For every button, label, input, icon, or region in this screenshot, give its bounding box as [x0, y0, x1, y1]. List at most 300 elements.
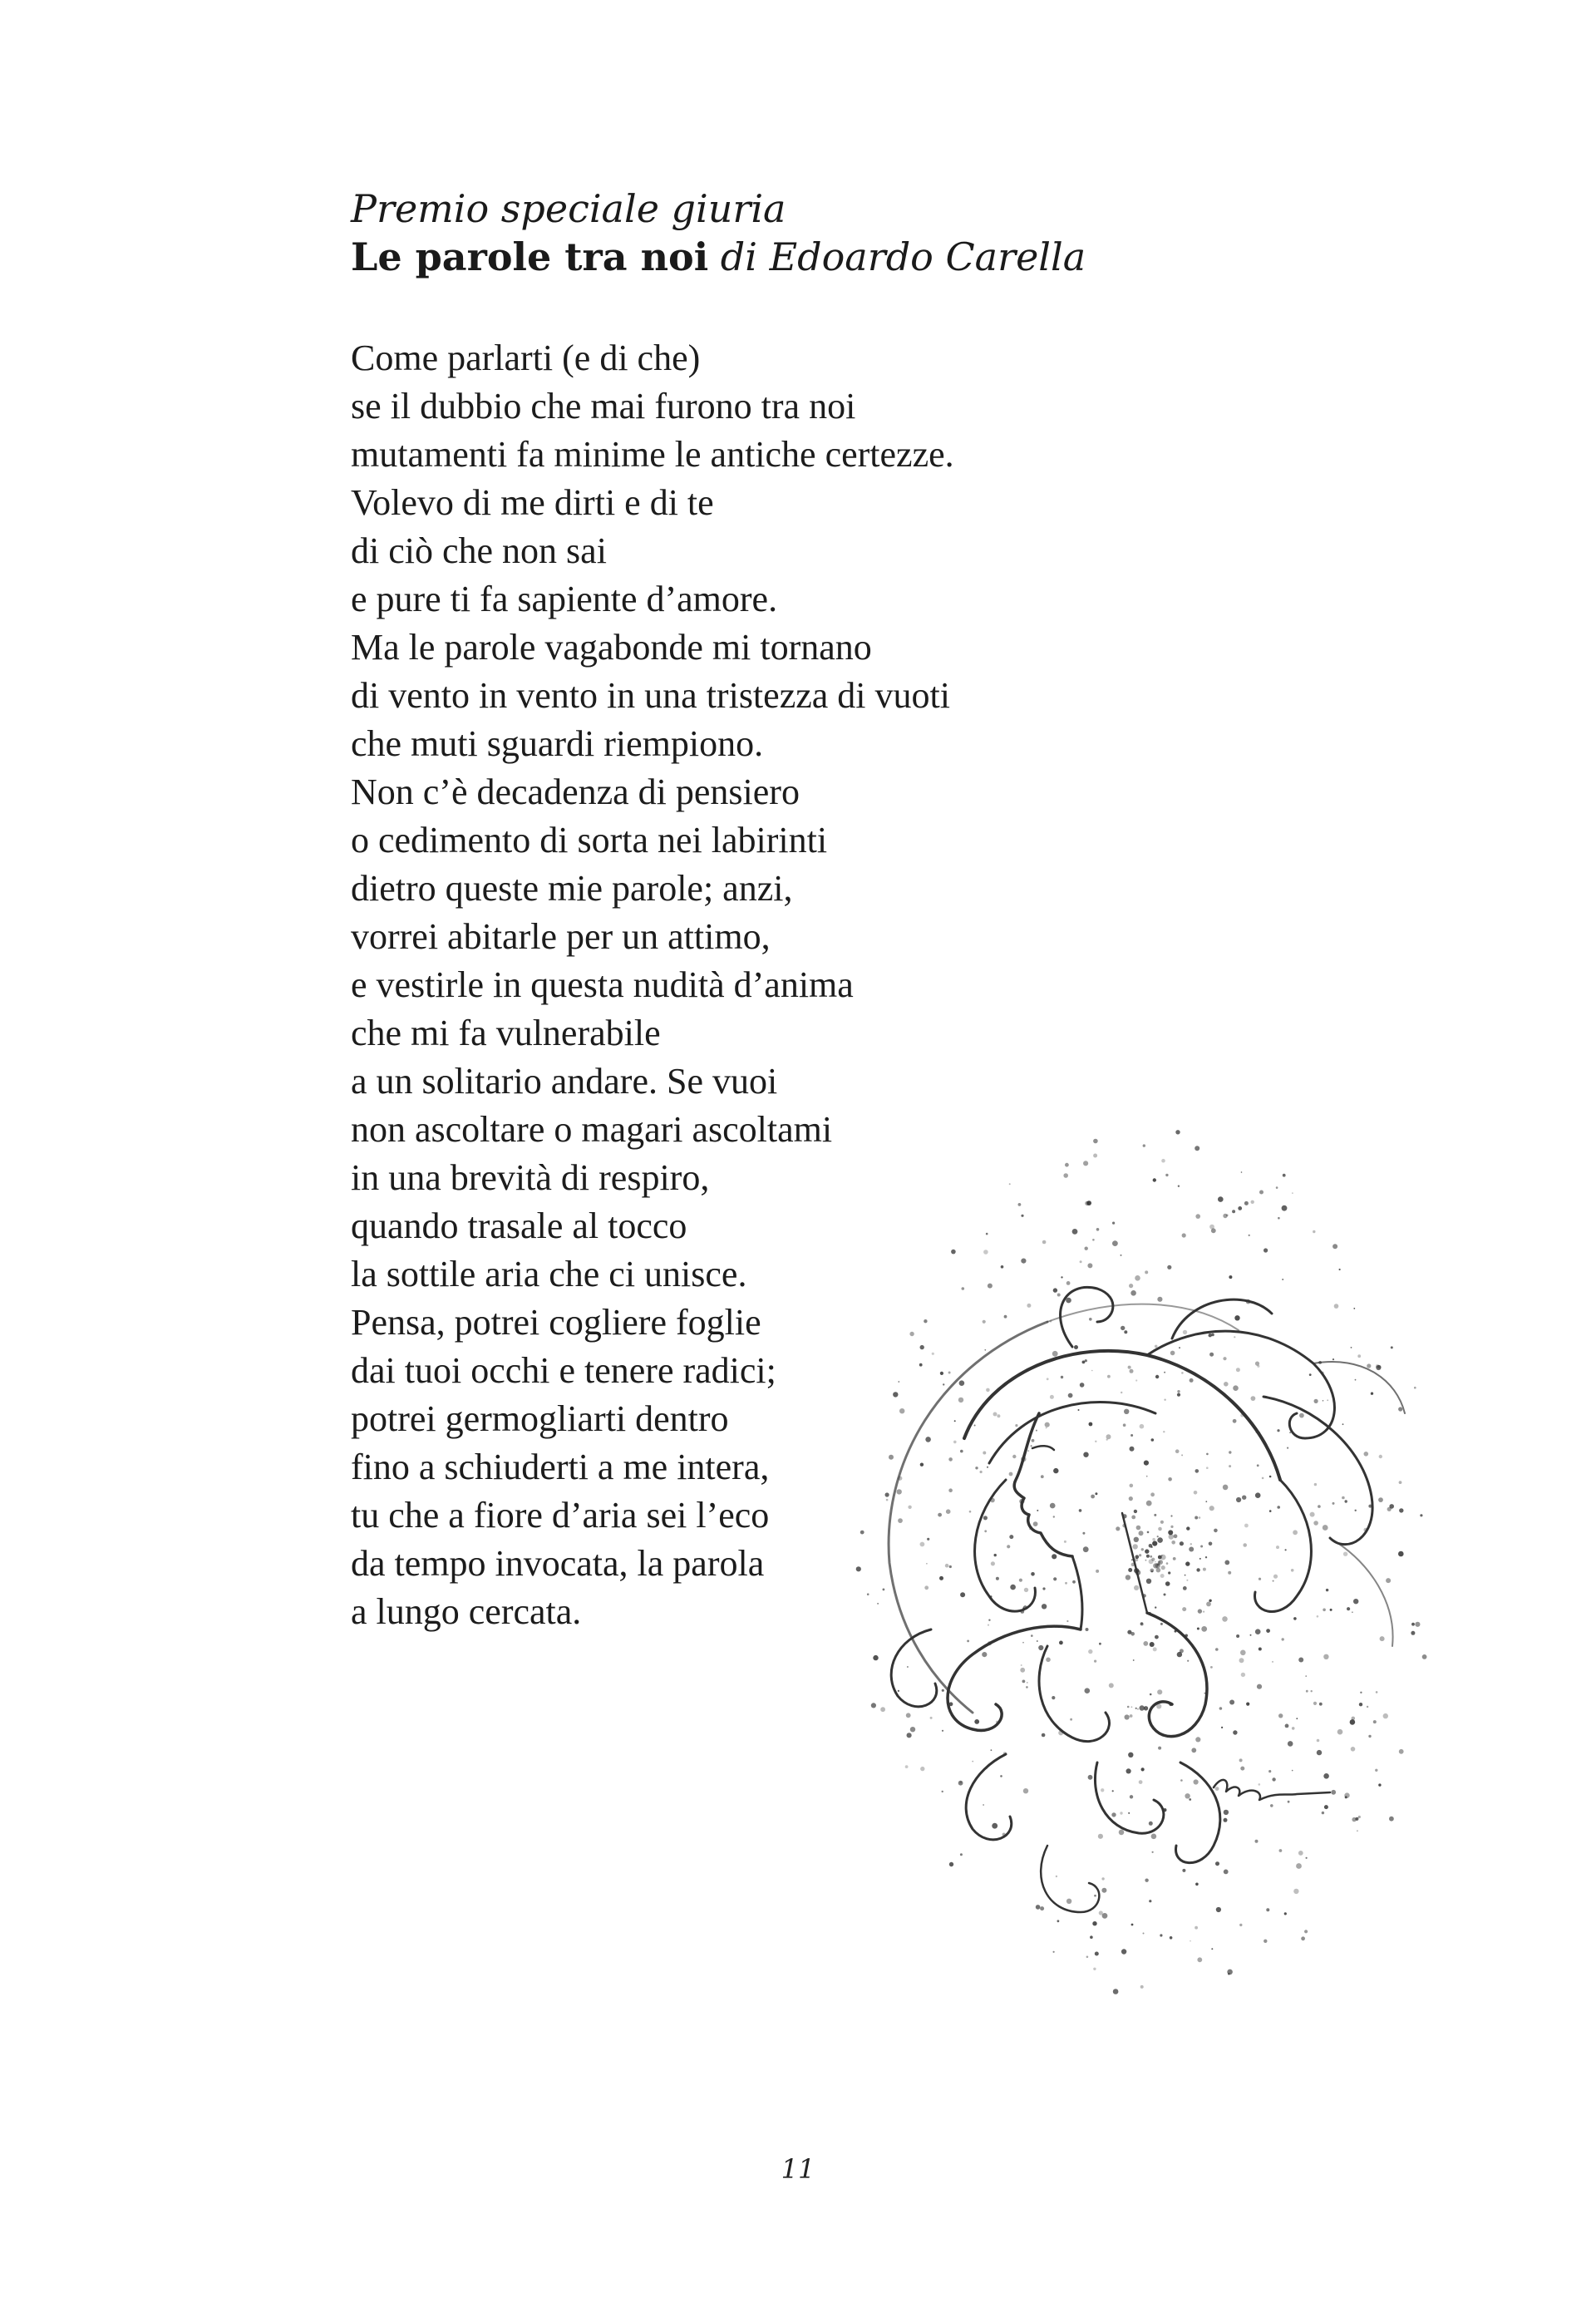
ink-dot — [948, 1372, 951, 1374]
ink-dot — [1046, 1427, 1047, 1429]
ink-dot — [1203, 1568, 1206, 1571]
ink-dot — [1257, 1464, 1259, 1467]
ink-dot — [1157, 1297, 1162, 1302]
ink-dot — [1339, 1269, 1341, 1270]
ink-dot — [1342, 1423, 1344, 1425]
ink-dot — [1163, 1431, 1165, 1432]
ink-dot — [1019, 1579, 1022, 1582]
ink-dot — [1052, 1696, 1055, 1699]
ink-dot — [1359, 1703, 1362, 1706]
ink-dot — [1096, 1228, 1100, 1231]
page-number: 11 — [781, 2153, 815, 2185]
ink-dot — [877, 1603, 879, 1605]
ink-dot — [1066, 1899, 1071, 1904]
ink-dot — [1022, 1642, 1024, 1644]
ink-illustration — [798, 1048, 1430, 2095]
ink-dot — [1170, 1526, 1173, 1528]
ink-dot — [1053, 1577, 1057, 1580]
ink-dot — [1351, 1747, 1356, 1752]
ink-dot — [1083, 1452, 1088, 1457]
ink-dot — [1080, 1383, 1085, 1388]
ink-dot — [1195, 1146, 1199, 1151]
ink-dot — [889, 1455, 894, 1460]
ink-dot — [1027, 1682, 1028, 1684]
ink-dot — [1042, 1733, 1046, 1738]
ink-dot — [1200, 1546, 1203, 1548]
ink-dot — [1134, 1537, 1139, 1542]
ink-dot — [1053, 1951, 1055, 1953]
ink-dot — [1139, 1531, 1144, 1536]
ink-dot — [1215, 1648, 1219, 1651]
ink-dot — [983, 1516, 988, 1520]
ink-dot — [909, 1332, 914, 1336]
ink-dot — [1180, 1779, 1183, 1782]
ink-dot — [1350, 1719, 1356, 1725]
ink-dot — [1383, 1713, 1388, 1718]
ink-dot — [1323, 1609, 1326, 1612]
poem-line: di ciò che non sai — [351, 530, 607, 571]
ink-dot — [1195, 1883, 1199, 1886]
ink-dot — [1091, 1370, 1093, 1372]
ink-dot — [940, 1372, 943, 1375]
ink-dot — [1065, 1582, 1067, 1585]
ink-dot — [1066, 1298, 1071, 1304]
ink-dot — [1155, 1561, 1156, 1563]
ink-dot — [1021, 1215, 1023, 1217]
ink-dot — [1206, 1602, 1211, 1607]
ink-dot — [1209, 1542, 1213, 1546]
ink-dot — [1209, 1506, 1214, 1511]
ink-dot — [1334, 1304, 1339, 1309]
poem-line: in una brevità di respiro, — [351, 1157, 710, 1198]
ink-dot — [1205, 1501, 1207, 1502]
poem-line: che muti sguardi riempiono. — [351, 723, 764, 764]
ink-dot — [1420, 1514, 1422, 1516]
ink-dot — [1224, 1870, 1229, 1875]
ink-dot — [1291, 1569, 1294, 1572]
ink-dot — [1250, 1634, 1252, 1636]
ink-dot — [1391, 1346, 1393, 1348]
ink-dot — [1239, 1758, 1243, 1762]
ink-dot — [1094, 1660, 1096, 1663]
ink-dot — [1219, 1707, 1223, 1710]
ink-dot — [1140, 1424, 1145, 1429]
ink-dot — [1018, 1203, 1022, 1206]
poem-line: tu che a fiore d’aria sei l’eco — [351, 1495, 770, 1536]
poem-line: o cedimento di sorta nei labirinti — [351, 820, 828, 860]
ink-dot — [1146, 1555, 1150, 1558]
ink-dot — [1411, 1623, 1415, 1626]
ink-dot — [1236, 1634, 1239, 1638]
ink-dot — [1287, 1447, 1288, 1449]
ink-dot — [1155, 1635, 1159, 1639]
ink-dot — [1151, 1558, 1155, 1561]
ink-dot — [1422, 1654, 1427, 1659]
ink-dot — [1083, 1161, 1088, 1166]
ink-dot — [1150, 1555, 1152, 1558]
ink-dot — [1222, 1616, 1228, 1622]
ink-dot — [1146, 1579, 1151, 1584]
ink-dot — [1170, 1936, 1173, 1940]
ink-dot — [1242, 1496, 1246, 1500]
ink-dot — [1289, 1432, 1291, 1433]
ink-dot — [1233, 1419, 1237, 1423]
ink-dot — [1112, 1240, 1118, 1246]
ink-dot — [1259, 1783, 1261, 1786]
ink-dot — [1298, 1658, 1303, 1663]
woman-portrait-icon — [798, 1048, 1430, 2095]
ink-dot — [1124, 1409, 1129, 1414]
poem-line: di vento in vento in una tristezza di vuoti — [351, 675, 950, 716]
ink-dot — [1351, 1347, 1352, 1348]
ink-dot — [1180, 1649, 1184, 1653]
ink-dot — [1089, 1422, 1093, 1427]
ink-dot — [883, 1589, 885, 1591]
ink-dot — [1042, 1604, 1047, 1609]
ink-dot — [1255, 1362, 1259, 1366]
ink-dot — [1147, 1531, 1150, 1534]
ink-dot — [1364, 1452, 1369, 1457]
ink-dot — [1152, 1851, 1154, 1853]
ink-dot — [907, 1666, 909, 1668]
ink-dot — [1215, 1861, 1219, 1866]
ink-dot — [1128, 1568, 1132, 1572]
ink-dot — [1292, 1770, 1293, 1772]
ink-dot — [1144, 1461, 1149, 1466]
ink-dot — [992, 1823, 998, 1829]
ink-dot — [972, 1761, 973, 1762]
ink-dot — [1088, 1775, 1093, 1780]
ink-dot — [1156, 1568, 1161, 1573]
ink-dot — [1032, 1439, 1035, 1442]
ink-dot — [1357, 1830, 1358, 1831]
poem-line: quando trasale al tocco — [351, 1205, 687, 1246]
ink-dot — [1094, 1895, 1096, 1897]
ink-dot — [1168, 1477, 1172, 1481]
ink-dot — [1347, 1607, 1350, 1610]
ink-dot — [1414, 1387, 1416, 1389]
ink-dot — [1399, 1481, 1402, 1484]
ink-dot — [1309, 1373, 1312, 1376]
ink-dot — [984, 1349, 986, 1351]
ink-dot — [988, 1619, 990, 1621]
poem-line: non ascoltare o magari ascoltami — [351, 1109, 833, 1150]
ink-dot — [945, 1564, 949, 1568]
ink-dot — [1050, 1503, 1056, 1509]
ink-dot — [1133, 1544, 1138, 1549]
ink-dot — [1000, 1775, 1002, 1777]
ink-dot — [1255, 1492, 1261, 1498]
ink-dot — [1206, 1467, 1209, 1469]
ink-dot — [1145, 1549, 1149, 1553]
ink-dot — [898, 1381, 899, 1383]
ink-dot — [1128, 1753, 1133, 1758]
ink-dot — [1158, 1561, 1160, 1564]
ink-dot — [1266, 1629, 1270, 1633]
ink-dot — [1113, 1989, 1119, 1994]
ink-dot — [1229, 1465, 1231, 1467]
ink-dot — [1197, 1628, 1199, 1630]
ink-dot — [1353, 1308, 1355, 1309]
ink-dot — [1306, 1857, 1308, 1859]
ink-dot — [1173, 1557, 1176, 1560]
ink-dot — [1313, 1230, 1315, 1233]
ink-dot — [1009, 1472, 1013, 1477]
ink-dot — [1380, 1636, 1385, 1641]
ink-dot — [1177, 1390, 1180, 1393]
ink-dot — [920, 1463, 924, 1467]
ink-dot — [1378, 1497, 1383, 1502]
ink-dot — [1343, 1552, 1347, 1556]
ink-dot — [1093, 1139, 1098, 1144]
ink-dot — [1135, 1379, 1137, 1381]
ink-dot — [1355, 1510, 1357, 1511]
ink-dot — [1136, 1526, 1141, 1531]
ink-dot — [983, 1250, 988, 1255]
ink-dot — [1199, 1516, 1201, 1519]
poem-line: Volevo di me dirti e di te — [351, 482, 714, 523]
ink-dot — [867, 1593, 869, 1595]
ink-dot — [1128, 1812, 1130, 1814]
ink-dot — [1161, 1555, 1163, 1556]
ink-dot — [1175, 1449, 1180, 1453]
ink-dot — [1037, 1640, 1038, 1642]
ink-dot — [1135, 1275, 1140, 1281]
ink-dot — [948, 1488, 953, 1492]
ink-dot — [1310, 1512, 1315, 1517]
ink-dot — [1201, 1626, 1207, 1632]
ink-dot — [967, 1640, 969, 1643]
ink-dot — [1327, 1399, 1328, 1401]
ink-dot — [906, 1713, 911, 1718]
ink-dot — [1057, 1294, 1061, 1297]
ink-dot — [1143, 1641, 1148, 1646]
ink-dot — [1228, 1973, 1230, 1975]
ink-dot — [1170, 1351, 1175, 1356]
ink-dot — [1021, 1259, 1026, 1264]
ink-dot — [1149, 1822, 1153, 1826]
ink-dot — [1145, 1270, 1148, 1274]
ink-dot — [1266, 1908, 1269, 1911]
ink-dot — [1151, 1546, 1153, 1548]
ink-dot — [1128, 1366, 1131, 1369]
ink-dot — [1371, 1393, 1373, 1395]
ink-dot — [1040, 1906, 1044, 1910]
ink-dot — [1197, 1957, 1202, 1962]
ink-dot — [1036, 1905, 1041, 1910]
ink-dot — [1155, 1345, 1158, 1348]
poem-line: Non c’è decadenza di pensiero — [351, 772, 800, 812]
ink-dot — [1078, 1409, 1080, 1411]
ink-dot — [1345, 1500, 1347, 1502]
ink-dot — [1299, 1413, 1304, 1418]
ink-dot — [1317, 1739, 1320, 1743]
ink-dot — [1160, 1521, 1164, 1524]
ink-dot — [856, 1566, 861, 1571]
ink-dot — [1143, 1144, 1145, 1146]
ink-dot — [1375, 1769, 1377, 1772]
ink-dot — [1041, 1475, 1044, 1478]
ink-dot — [1152, 1538, 1155, 1541]
ink-dot — [898, 1690, 899, 1692]
ink-dot — [1277, 1506, 1280, 1509]
ink-dot — [1195, 1469, 1199, 1473]
ink-dot — [1158, 1527, 1162, 1531]
ink-dot — [1259, 1648, 1262, 1651]
ink-dot — [1262, 1477, 1264, 1480]
ink-dot — [1065, 1163, 1069, 1167]
ink-dot — [1332, 1244, 1337, 1249]
ink-dot — [948, 1457, 953, 1462]
poem-line: fino a schiuderti a me intera, — [351, 1447, 770, 1487]
ink-dot — [1353, 1599, 1358, 1604]
ink-dot — [1276, 1186, 1278, 1189]
ink-dot — [1082, 1361, 1086, 1364]
ink-dot — [1233, 1385, 1239, 1391]
ink-dot — [1106, 1434, 1111, 1439]
ink-dot — [1257, 1684, 1262, 1689]
ink-dot — [1009, 1183, 1011, 1185]
ink-dot — [994, 1554, 997, 1556]
ink-dot — [996, 1577, 999, 1580]
ink-dot — [1344, 1792, 1349, 1797]
ink-dot — [920, 1345, 924, 1349]
poem-line: dai tuoi occhi e tenere radici; — [351, 1350, 776, 1391]
ink-dot — [1191, 1748, 1196, 1753]
ink-dot — [980, 1471, 983, 1473]
ink-dot — [1130, 1795, 1133, 1798]
poem-title: Le parole tra noi — [351, 234, 709, 279]
ink-dot — [1273, 1580, 1274, 1582]
ink-dot — [983, 1452, 986, 1455]
ink-dot — [986, 1388, 990, 1393]
ink-dot — [1199, 1558, 1201, 1560]
ink-dot — [1195, 1516, 1198, 1520]
ink-dot — [1301, 1936, 1305, 1940]
poem-line: potrei germogliarti dentro — [351, 1398, 729, 1439]
ink-dot — [1332, 1502, 1335, 1505]
ink-dot — [1234, 1315, 1239, 1320]
ink-dot — [1130, 1484, 1134, 1488]
ink-dot — [873, 1655, 878, 1660]
ink-dot — [1243, 1543, 1247, 1547]
ink-dot — [1061, 1276, 1062, 1278]
ink-dot — [1238, 1206, 1242, 1210]
ink-dot — [975, 1467, 978, 1469]
ink-dot — [1399, 1508, 1403, 1512]
ink-dot — [886, 1499, 889, 1501]
ink-dot — [982, 1652, 987, 1657]
ink-dot — [1150, 1492, 1155, 1496]
ink-dot — [993, 1412, 998, 1417]
ink-dot — [1157, 1536, 1159, 1537]
ink-dot — [939, 1576, 943, 1580]
ink-dot — [1216, 1907, 1221, 1912]
ink-dot — [1121, 1392, 1122, 1393]
ink-dot — [1196, 1568, 1199, 1571]
ink-dot — [1130, 1290, 1136, 1296]
ink-dot — [1240, 1650, 1246, 1656]
ink-dot — [1367, 1706, 1368, 1708]
ink-dot — [960, 1450, 963, 1453]
ink-dot — [1101, 1788, 1104, 1792]
ink-dot — [1239, 1658, 1244, 1663]
ink-dot — [1149, 1900, 1151, 1902]
ink-dot — [987, 1467, 988, 1468]
ink-dot — [1166, 1562, 1169, 1565]
poem-line: e vestirle in questa nudità d’anima — [351, 964, 854, 1005]
ink-dot — [983, 1320, 986, 1324]
ink-dot — [1164, 1594, 1166, 1596]
ink-dot — [1360, 1692, 1362, 1693]
ink-dot — [1206, 1453, 1209, 1456]
ink-dot — [1126, 1575, 1130, 1580]
poem-line: Pensa, potrei cogliere foglie — [351, 1302, 761, 1343]
ink-dot — [1223, 1485, 1229, 1491]
ink-dot — [1072, 1229, 1078, 1235]
ink-dot — [1066, 1281, 1071, 1285]
ink-dot — [986, 1233, 988, 1235]
ink-dot — [974, 1425, 976, 1427]
ink-dot — [1099, 1910, 1103, 1915]
ink-dot — [1158, 1555, 1162, 1560]
ink-dot — [991, 1749, 993, 1751]
ink-dot — [1331, 1790, 1336, 1795]
poem-line: dietro queste mie parole; anzi, — [351, 868, 793, 909]
ink-dot — [1378, 1783, 1381, 1786]
ink-dot — [1139, 1780, 1143, 1784]
poem-title-line — [351, 233, 1265, 281]
ink-dot — [1155, 1606, 1156, 1608]
ink-dot — [1151, 1570, 1153, 1572]
ink-dot — [1010, 1585, 1016, 1590]
poem-header — [351, 185, 1265, 281]
ink-dot — [1373, 1720, 1377, 1723]
ink-dot — [1234, 1336, 1235, 1338]
ink-dot — [1288, 1741, 1293, 1747]
ink-dot — [997, 1414, 1000, 1417]
ink-dot — [1239, 1924, 1242, 1926]
ink-dot — [1050, 1395, 1054, 1399]
ink-dot — [1236, 1497, 1241, 1502]
ink-dot — [1379, 1455, 1382, 1458]
ink-dot — [1031, 1634, 1033, 1637]
ink-dot — [1223, 1214, 1227, 1218]
ink-dot — [1141, 1767, 1145, 1771]
ink-dot — [1181, 1454, 1183, 1456]
poem-line: a lungo cercata. — [351, 1591, 582, 1632]
ink-dot — [897, 1489, 902, 1494]
ink-dot — [899, 1408, 904, 1413]
ink-dot — [1121, 1949, 1126, 1954]
ink-dot — [1357, 1354, 1361, 1358]
ink-dot — [953, 1441, 957, 1444]
ink-dot — [1150, 1693, 1152, 1696]
ink-dot — [1185, 1575, 1186, 1576]
ink-dot — [1061, 1376, 1063, 1378]
ink-dot — [1179, 1347, 1180, 1348]
ink-dot — [1323, 1773, 1329, 1779]
ink-dot — [1086, 1200, 1091, 1205]
ink-dot — [1130, 1369, 1134, 1373]
ink-dot — [1145, 1879, 1148, 1882]
ink-dot — [1129, 1496, 1133, 1501]
ink-dot — [951, 1250, 956, 1255]
ink-dot — [1072, 1580, 1076, 1584]
ink-dot — [1131, 1559, 1133, 1560]
ink-dot — [983, 1804, 984, 1806]
ink-dot — [1181, 1372, 1184, 1374]
